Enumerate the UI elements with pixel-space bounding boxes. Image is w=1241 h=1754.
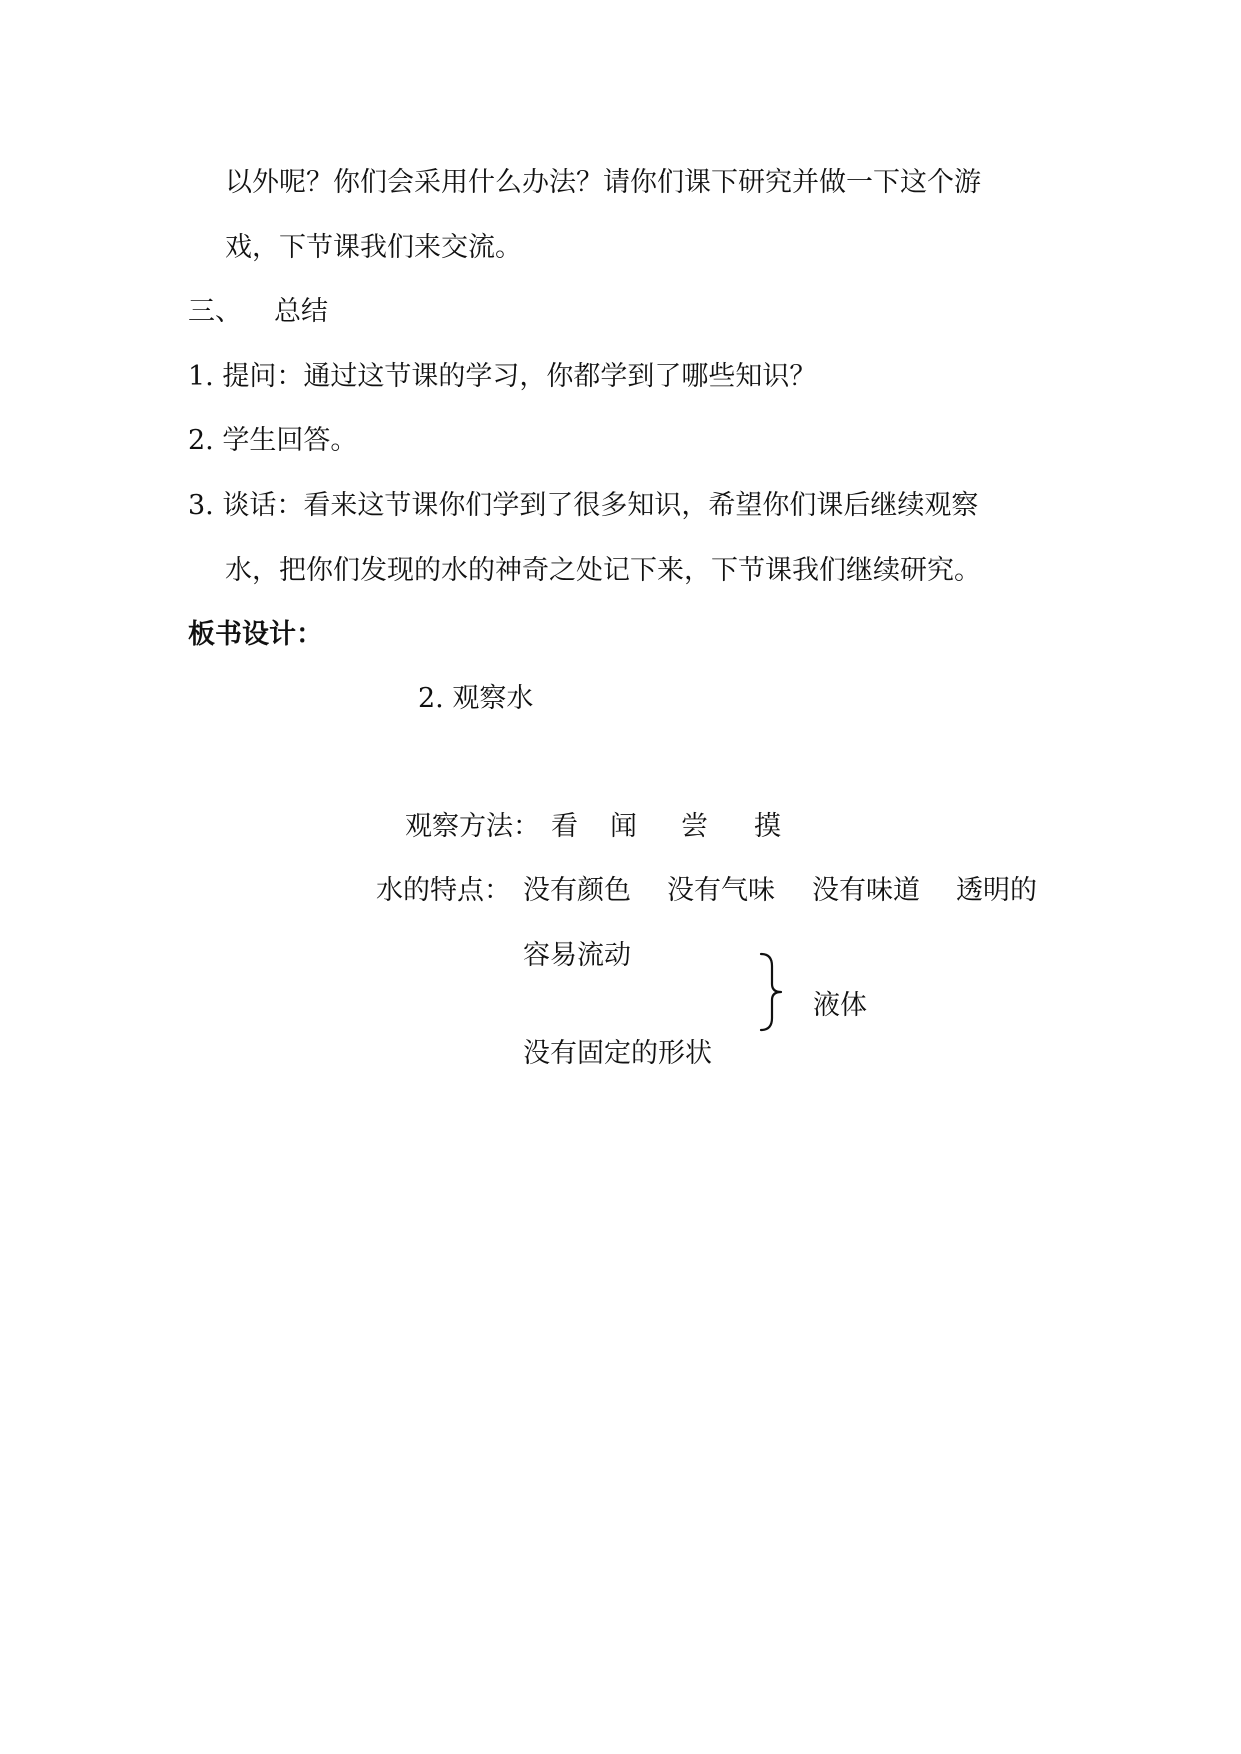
feature-item: 没有味道: [812, 875, 920, 906]
right-curly-brace-icon: [757, 952, 787, 1032]
list-item: 1. 提问：通过这节课的学习，你都学到了哪些知识？: [188, 361, 817, 392]
feature-item: 没有颜色: [523, 875, 631, 906]
section-title: 总结: [274, 296, 328, 327]
list-item-continuation: 水，把你们发现的水的神奇之处记下来，下节课我们继续研究。: [225, 555, 981, 586]
features-label: 水的特点：: [376, 875, 511, 906]
list-item: 2. 学生回答。: [188, 425, 358, 456]
paragraph-line: 以外呢？你们会采用什么办法？请你们课下研究并做一下这个游: [225, 167, 981, 198]
paragraph-line: 戏，下节课我们来交流。: [225, 232, 522, 263]
method-item: 闻: [610, 811, 637, 842]
list-item: 3. 谈话：看来这节课你们学到了很多知识，希望你们课后继续观察: [188, 490, 979, 521]
section-number: 三、: [188, 296, 242, 327]
methods-label: 观察方法：: [405, 811, 540, 842]
board-title: 2. 观察水: [418, 683, 534, 714]
method-item: 看: [551, 811, 578, 842]
method-item: 摸: [754, 811, 781, 842]
flow-item: 容易流动: [523, 940, 631, 971]
board-design-heading: 板书设计：: [188, 619, 323, 650]
feature-item: 没有气味: [667, 875, 775, 906]
method-item: 尝: [681, 811, 708, 842]
conclusion-label: 液体: [813, 990, 867, 1021]
feature-item: 透明的: [956, 875, 1037, 906]
shape-item: 没有固定的形状: [523, 1038, 712, 1069]
